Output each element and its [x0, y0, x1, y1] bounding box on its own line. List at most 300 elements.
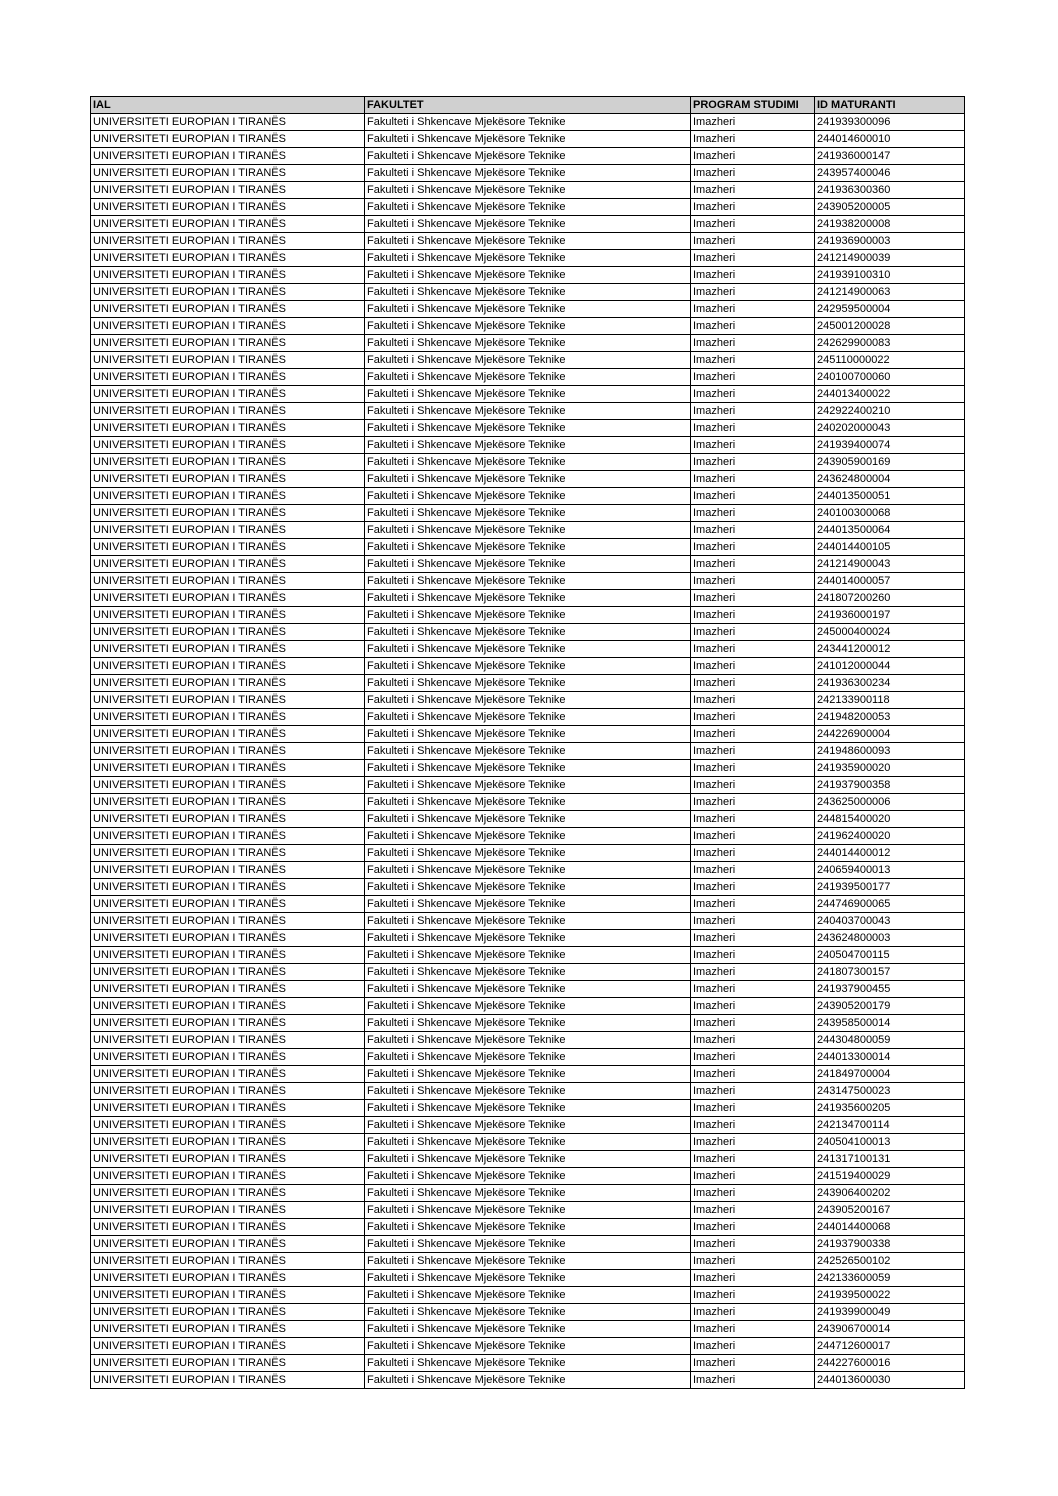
- table-row: [91, 1372, 965, 1389]
- program-cell: Imazheri: [691, 641, 815, 658]
- student-id-cell: 241948600093: [815, 743, 965, 760]
- table-row: [91, 301, 965, 318]
- institution-cell: UNIVERSITETI EUROPIAN I TIRANËS: [91, 369, 365, 386]
- institution-cell: UNIVERSITETI EUROPIAN I TIRANËS: [91, 607, 365, 624]
- institution-cell: UNIVERSITETI EUROPIAN I TIRANËS: [91, 505, 365, 522]
- program-cell: Imazheri: [691, 386, 815, 403]
- student-id-cell: 244014400105: [815, 539, 965, 556]
- program-cell: Imazheri: [691, 998, 815, 1015]
- institution-cell: UNIVERSITETI EUROPIAN I TIRANËS: [91, 1151, 365, 1168]
- faculty-cell: Fakulteti i Shkencave Mjekësore Teknike: [365, 403, 691, 420]
- institution-cell: UNIVERSITETI EUROPIAN I TIRANËS: [91, 1372, 365, 1389]
- student-id-cell: 244746900065: [815, 896, 965, 913]
- institution-cell: UNIVERSITETI EUROPIAN I TIRANËS: [91, 556, 365, 573]
- program-cell: Imazheri: [691, 488, 815, 505]
- institution-cell: UNIVERSITETI EUROPIAN I TIRANËS: [91, 199, 365, 216]
- institution-cell: UNIVERSITETI EUROPIAN I TIRANËS: [91, 454, 365, 471]
- student-id-cell: 241849700004: [815, 1066, 965, 1083]
- faculty-cell: Fakulteti i Shkencave Mjekësore Teknike: [365, 1049, 691, 1066]
- table-row: [91, 1185, 965, 1202]
- program-cell: Imazheri: [691, 845, 815, 862]
- faculty-cell: Fakulteti i Shkencave Mjekësore Teknike: [365, 981, 691, 998]
- institution-cell: UNIVERSITETI EUROPIAN I TIRANËS: [91, 1338, 365, 1355]
- student-id-cell: 245000400024: [815, 624, 965, 641]
- institution-cell: UNIVERSITETI EUROPIAN I TIRANËS: [91, 1049, 365, 1066]
- table-row: [91, 1134, 965, 1151]
- table-row: [91, 216, 965, 233]
- program-cell: Imazheri: [691, 1100, 815, 1117]
- student-id-cell: 241936300360: [815, 182, 965, 199]
- table-row: [91, 1049, 965, 1066]
- faculty-cell: Fakulteti i Shkencave Mjekësore Teknike: [365, 352, 691, 369]
- program-cell: Imazheri: [691, 1049, 815, 1066]
- institution-cell: UNIVERSITETI EUROPIAN I TIRANËS: [91, 148, 365, 165]
- institution-cell: UNIVERSITETI EUROPIAN I TIRANËS: [91, 658, 365, 675]
- faculty-cell: Fakulteti i Shkencave Mjekësore Teknike: [365, 709, 691, 726]
- faculty-cell: Fakulteti i Shkencave Mjekësore Teknike: [365, 386, 691, 403]
- institution-cell: UNIVERSITETI EUROPIAN I TIRANËS: [91, 811, 365, 828]
- program-cell: Imazheri: [691, 1338, 815, 1355]
- institution-cell: UNIVERSITETI EUROPIAN I TIRANËS: [91, 488, 365, 505]
- student-id-cell: 240100300068: [815, 505, 965, 522]
- student-id-cell: 241939400074: [815, 437, 965, 454]
- student-id-cell: 241936000197: [815, 607, 965, 624]
- institution-cell: UNIVERSITETI EUROPIAN I TIRANËS: [91, 1066, 365, 1083]
- faculty-cell: Fakulteti i Shkencave Mjekësore Teknike: [365, 522, 691, 539]
- faculty-cell: Fakulteti i Shkencave Mjekësore Teknike: [365, 1355, 691, 1372]
- institution-cell: UNIVERSITETI EUROPIAN I TIRANËS: [91, 182, 365, 199]
- student-id-cell: 241935600205: [815, 1100, 965, 1117]
- student-id-cell: 243624800004: [815, 471, 965, 488]
- student-list-table: [90, 96, 965, 1389]
- faculty-cell: Fakulteti i Shkencave Mjekësore Teknike: [365, 726, 691, 743]
- institution-cell: UNIVERSITETI EUROPIAN I TIRANËS: [91, 862, 365, 879]
- student-id-cell: 244013400022: [815, 386, 965, 403]
- institution-cell: UNIVERSITETI EUROPIAN I TIRANËS: [91, 675, 365, 692]
- faculty-cell: Fakulteti i Shkencave Mjekësore Teknike: [365, 1219, 691, 1236]
- institution-cell: UNIVERSITETI EUROPIAN I TIRANËS: [91, 216, 365, 233]
- table-row: [91, 811, 965, 828]
- header-program: PROGRAM STUDIMI: [691, 97, 815, 114]
- faculty-cell: Fakulteti i Shkencave Mjekësore Teknike: [365, 947, 691, 964]
- faculty-cell: Fakulteti i Shkencave Mjekësore Teknike: [365, 1253, 691, 1270]
- student-id-cell: 243906700014: [815, 1321, 965, 1338]
- institution-cell: UNIVERSITETI EUROPIAN I TIRANËS: [91, 624, 365, 641]
- program-cell: Imazheri: [691, 1321, 815, 1338]
- institution-cell: UNIVERSITETI EUROPIAN I TIRANËS: [91, 267, 365, 284]
- institution-cell: UNIVERSITETI EUROPIAN I TIRANËS: [91, 1083, 365, 1100]
- table-row: [91, 692, 965, 709]
- table-row: [91, 369, 965, 386]
- program-cell: Imazheri: [691, 794, 815, 811]
- faculty-cell: Fakulteti i Shkencave Mjekësore Teknike: [365, 607, 691, 624]
- institution-cell: UNIVERSITETI EUROPIAN I TIRANËS: [91, 794, 365, 811]
- table-row: [91, 352, 965, 369]
- program-cell: Imazheri: [691, 522, 815, 539]
- program-cell: Imazheri: [691, 607, 815, 624]
- program-cell: Imazheri: [691, 1168, 815, 1185]
- table-row: [91, 607, 965, 624]
- student-id-cell: 243905900169: [815, 454, 965, 471]
- program-cell: Imazheri: [691, 777, 815, 794]
- student-id-cell: 245110000022: [815, 352, 965, 369]
- institution-cell: UNIVERSITETI EUROPIAN I TIRANËS: [91, 1100, 365, 1117]
- program-cell: Imazheri: [691, 624, 815, 641]
- faculty-cell: Fakulteti i Shkencave Mjekësore Teknike: [365, 454, 691, 471]
- program-cell: Imazheri: [691, 471, 815, 488]
- program-cell: Imazheri: [691, 267, 815, 284]
- student-id-cell: 244014400068: [815, 1219, 965, 1236]
- table-row: [91, 1066, 965, 1083]
- institution-cell: UNIVERSITETI EUROPIAN I TIRANËS: [91, 352, 365, 369]
- institution-cell: UNIVERSITETI EUROPIAN I TIRANËS: [91, 471, 365, 488]
- table-row: [91, 233, 965, 250]
- student-id-cell: 242629900083: [815, 335, 965, 352]
- institution-cell: UNIVERSITETI EUROPIAN I TIRANËS: [91, 1321, 365, 1338]
- institution-cell: UNIVERSITETI EUROPIAN I TIRANËS: [91, 1134, 365, 1151]
- program-cell: Imazheri: [691, 284, 815, 301]
- institution-cell: UNIVERSITETI EUROPIAN I TIRANËS: [91, 777, 365, 794]
- institution-cell: UNIVERSITETI EUROPIAN I TIRANËS: [91, 590, 365, 607]
- student-id-cell: 243957400046: [815, 165, 965, 182]
- header-faculty: FAKULTET: [365, 97, 691, 114]
- program-cell: Imazheri: [691, 658, 815, 675]
- faculty-cell: Fakulteti i Shkencave Mjekësore Teknike: [365, 199, 691, 216]
- table-row: [91, 1151, 965, 1168]
- program-cell: Imazheri: [691, 828, 815, 845]
- table-row: [91, 250, 965, 267]
- institution-cell: UNIVERSITETI EUROPIAN I TIRANËS: [91, 913, 365, 930]
- faculty-cell: Fakulteti i Shkencave Mjekësore Teknike: [365, 624, 691, 641]
- student-id-cell: 240659400013: [815, 862, 965, 879]
- table-row: [91, 760, 965, 777]
- table-row: [91, 267, 965, 284]
- faculty-cell: Fakulteti i Shkencave Mjekësore Teknike: [365, 505, 691, 522]
- table-row: [91, 114, 965, 131]
- program-cell: Imazheri: [691, 369, 815, 386]
- program-cell: Imazheri: [691, 1202, 815, 1219]
- program-cell: Imazheri: [691, 726, 815, 743]
- faculty-cell: Fakulteti i Shkencave Mjekësore Teknike: [365, 862, 691, 879]
- faculty-cell: Fakulteti i Shkencave Mjekësore Teknike: [365, 369, 691, 386]
- student-id-cell: 241214900039: [815, 250, 965, 267]
- program-cell: Imazheri: [691, 1253, 815, 1270]
- table-row: [91, 182, 965, 199]
- institution-cell: UNIVERSITETI EUROPIAN I TIRANËS: [91, 437, 365, 454]
- table-row: [91, 828, 965, 845]
- table-row: [91, 658, 965, 675]
- program-cell: Imazheri: [691, 1219, 815, 1236]
- faculty-cell: Fakulteti i Shkencave Mjekësore Teknike: [365, 182, 691, 199]
- faculty-cell: Fakulteti i Shkencave Mjekësore Teknike: [365, 658, 691, 675]
- institution-cell: UNIVERSITETI EUROPIAN I TIRANËS: [91, 964, 365, 981]
- table-row: [91, 437, 965, 454]
- faculty-cell: Fakulteti i Shkencave Mjekësore Teknike: [365, 1338, 691, 1355]
- table-row: [91, 675, 965, 692]
- program-cell: Imazheri: [691, 964, 815, 981]
- student-id-cell: 243905200167: [815, 1202, 965, 1219]
- student-id-cell: 241807300157: [815, 964, 965, 981]
- faculty-cell: Fakulteti i Shkencave Mjekësore Teknike: [365, 845, 691, 862]
- institution-cell: UNIVERSITETI EUROPIAN I TIRANËS: [91, 879, 365, 896]
- student-id-cell: 242133900118: [815, 692, 965, 709]
- header-row: [91, 97, 965, 114]
- institution-cell: UNIVERSITETI EUROPIAN I TIRANËS: [91, 403, 365, 420]
- student-id-cell: 240403700043: [815, 913, 965, 930]
- table-row: [91, 454, 965, 471]
- table-row: [91, 488, 965, 505]
- faculty-cell: Fakulteti i Shkencave Mjekësore Teknike: [365, 1270, 691, 1287]
- institution-cell: UNIVERSITETI EUROPIAN I TIRANËS: [91, 131, 365, 148]
- table-row: [91, 386, 965, 403]
- institution-cell: UNIVERSITETI EUROPIAN I TIRANËS: [91, 250, 365, 267]
- institution-cell: UNIVERSITETI EUROPIAN I TIRANËS: [91, 1032, 365, 1049]
- student-id-cell: 244013600030: [815, 1372, 965, 1389]
- student-id-cell: 241939300096: [815, 114, 965, 131]
- program-cell: Imazheri: [691, 454, 815, 471]
- faculty-cell: Fakulteti i Shkencave Mjekësore Teknike: [365, 998, 691, 1015]
- student-id-cell: 240202000043: [815, 420, 965, 437]
- institution-cell: UNIVERSITETI EUROPIAN I TIRANËS: [91, 335, 365, 352]
- table-row: [91, 148, 965, 165]
- student-id-cell: 241936300234: [815, 675, 965, 692]
- table-row: [91, 641, 965, 658]
- program-cell: Imazheri: [691, 199, 815, 216]
- table-row: [91, 964, 965, 981]
- table-row: [91, 318, 965, 335]
- student-id-cell: 242133600059: [815, 1270, 965, 1287]
- table-row: [91, 522, 965, 539]
- student-id-cell: 244014600010: [815, 131, 965, 148]
- table-row: [91, 573, 965, 590]
- table-row: [91, 743, 965, 760]
- faculty-cell: Fakulteti i Shkencave Mjekësore Teknike: [365, 1066, 691, 1083]
- institution-cell: UNIVERSITETI EUROPIAN I TIRANËS: [91, 1117, 365, 1134]
- faculty-cell: Fakulteti i Shkencave Mjekësore Teknike: [365, 1117, 691, 1134]
- program-cell: Imazheri: [691, 539, 815, 556]
- faculty-cell: Fakulteti i Shkencave Mjekësore Teknike: [365, 913, 691, 930]
- program-cell: Imazheri: [691, 420, 815, 437]
- table-row: [91, 1287, 965, 1304]
- program-cell: Imazheri: [691, 573, 815, 590]
- program-cell: Imazheri: [691, 556, 815, 573]
- institution-cell: UNIVERSITETI EUROPIAN I TIRANËS: [91, 1236, 365, 1253]
- program-cell: Imazheri: [691, 862, 815, 879]
- faculty-cell: Fakulteti i Shkencave Mjekësore Teknike: [365, 1372, 691, 1389]
- student-id-cell: 241939100310: [815, 267, 965, 284]
- table-row: [91, 913, 965, 930]
- student-id-cell: 241939900049: [815, 1304, 965, 1321]
- table-row: [91, 1032, 965, 1049]
- student-id-cell: 243625000006: [815, 794, 965, 811]
- institution-cell: UNIVERSITETI EUROPIAN I TIRANËS: [91, 981, 365, 998]
- program-cell: Imazheri: [691, 981, 815, 998]
- table-row: [91, 1270, 965, 1287]
- program-cell: Imazheri: [691, 709, 815, 726]
- institution-cell: UNIVERSITETI EUROPIAN I TIRANËS: [91, 301, 365, 318]
- faculty-cell: Fakulteti i Shkencave Mjekësore Teknike: [365, 641, 691, 658]
- faculty-cell: Fakulteti i Shkencave Mjekësore Teknike: [365, 488, 691, 505]
- program-cell: Imazheri: [691, 1134, 815, 1151]
- student-id-cell: 240100700060: [815, 369, 965, 386]
- table-row: [91, 335, 965, 352]
- program-cell: Imazheri: [691, 335, 815, 352]
- program-cell: Imazheri: [691, 760, 815, 777]
- faculty-cell: Fakulteti i Shkencave Mjekësore Teknike: [365, 1134, 691, 1151]
- faculty-cell: Fakulteti i Shkencave Mjekësore Teknike: [365, 879, 691, 896]
- program-cell: Imazheri: [691, 692, 815, 709]
- program-cell: Imazheri: [691, 1185, 815, 1202]
- table-row: [91, 862, 965, 879]
- institution-cell: UNIVERSITETI EUROPIAN I TIRANËS: [91, 1168, 365, 1185]
- program-cell: Imazheri: [691, 1236, 815, 1253]
- student-id-cell: 241937900358: [815, 777, 965, 794]
- institution-cell: UNIVERSITETI EUROPIAN I TIRANËS: [91, 828, 365, 845]
- program-cell: Imazheri: [691, 1015, 815, 1032]
- table-row: [91, 845, 965, 862]
- program-cell: Imazheri: [691, 1355, 815, 1372]
- program-cell: Imazheri: [691, 590, 815, 607]
- table-row: [91, 590, 965, 607]
- table-row: [91, 1015, 965, 1032]
- program-cell: Imazheri: [691, 1287, 815, 1304]
- table-row: [91, 420, 965, 437]
- student-id-cell: 244013300014: [815, 1049, 965, 1066]
- faculty-cell: Fakulteti i Shkencave Mjekësore Teknike: [365, 1185, 691, 1202]
- student-id-cell: 243905200005: [815, 199, 965, 216]
- program-cell: Imazheri: [691, 182, 815, 199]
- faculty-cell: Fakulteti i Shkencave Mjekësore Teknike: [365, 284, 691, 301]
- institution-cell: UNIVERSITETI EUROPIAN I TIRANËS: [91, 420, 365, 437]
- student-id-cell: 243147500023: [815, 1083, 965, 1100]
- faculty-cell: Fakulteti i Shkencave Mjekësore Teknike: [365, 1100, 691, 1117]
- student-id-cell: 241938200008: [815, 216, 965, 233]
- student-id-cell: 241937900455: [815, 981, 965, 998]
- table-row: [91, 998, 965, 1015]
- faculty-cell: Fakulteti i Shkencave Mjekësore Teknike: [365, 1032, 691, 1049]
- table-row: [91, 165, 965, 182]
- student-id-cell: 241939500022: [815, 1287, 965, 1304]
- table-row: [91, 709, 965, 726]
- program-cell: Imazheri: [691, 1304, 815, 1321]
- institution-cell: UNIVERSITETI EUROPIAN I TIRANËS: [91, 726, 365, 743]
- institution-cell: UNIVERSITETI EUROPIAN I TIRANËS: [91, 284, 365, 301]
- faculty-cell: Fakulteti i Shkencave Mjekësore Teknike: [365, 675, 691, 692]
- student-id-cell: 245001200028: [815, 318, 965, 335]
- student-id-cell: 243906400202: [815, 1185, 965, 1202]
- program-cell: Imazheri: [691, 1117, 815, 1134]
- faculty-cell: Fakulteti i Shkencave Mjekësore Teknike: [365, 930, 691, 947]
- student-id-cell: 242959500004: [815, 301, 965, 318]
- institution-cell: UNIVERSITETI EUROPIAN I TIRANËS: [91, 1270, 365, 1287]
- program-cell: Imazheri: [691, 233, 815, 250]
- table-row: [91, 1083, 965, 1100]
- institution-cell: UNIVERSITETI EUROPIAN I TIRANËS: [91, 743, 365, 760]
- faculty-cell: Fakulteti i Shkencave Mjekësore Teknike: [365, 1083, 691, 1100]
- table-row: [91, 1338, 965, 1355]
- student-id-cell: 241519400029: [815, 1168, 965, 1185]
- table-row: [91, 1168, 965, 1185]
- student-id-cell: 244014000057: [815, 573, 965, 590]
- student-id-cell: 242134700114: [815, 1117, 965, 1134]
- institution-cell: UNIVERSITETI EUROPIAN I TIRANËS: [91, 930, 365, 947]
- student-id-cell: 241936900003: [815, 233, 965, 250]
- institution-cell: UNIVERSITETI EUROPIAN I TIRANËS: [91, 692, 365, 709]
- faculty-cell: Fakulteti i Shkencave Mjekësore Teknike: [365, 301, 691, 318]
- program-cell: Imazheri: [691, 114, 815, 131]
- faculty-cell: Fakulteti i Shkencave Mjekësore Teknike: [365, 590, 691, 607]
- institution-cell: UNIVERSITETI EUROPIAN I TIRANËS: [91, 760, 365, 777]
- student-id-cell: 241214900063: [815, 284, 965, 301]
- student-id-cell: 244014400012: [815, 845, 965, 862]
- faculty-cell: Fakulteti i Shkencave Mjekësore Teknike: [365, 233, 691, 250]
- student-id-cell: 241939500177: [815, 879, 965, 896]
- program-cell: Imazheri: [691, 879, 815, 896]
- faculty-cell: Fakulteti i Shkencave Mjekësore Teknike: [365, 471, 691, 488]
- faculty-cell: Fakulteti i Shkencave Mjekësore Teknike: [365, 760, 691, 777]
- table-row: [91, 1253, 965, 1270]
- faculty-cell: Fakulteti i Shkencave Mjekësore Teknike: [365, 1304, 691, 1321]
- program-cell: Imazheri: [691, 913, 815, 930]
- program-cell: Imazheri: [691, 403, 815, 420]
- faculty-cell: Fakulteti i Shkencave Mjekësore Teknike: [365, 148, 691, 165]
- student-id-cell: 244712600017: [815, 1338, 965, 1355]
- faculty-cell: Fakulteti i Shkencave Mjekësore Teknike: [365, 250, 691, 267]
- program-cell: Imazheri: [691, 1066, 815, 1083]
- program-cell: Imazheri: [691, 301, 815, 318]
- table-row: [91, 896, 965, 913]
- program-cell: Imazheri: [691, 216, 815, 233]
- institution-cell: UNIVERSITETI EUROPIAN I TIRANËS: [91, 947, 365, 964]
- student-id-cell: 241807200260: [815, 590, 965, 607]
- institution-cell: UNIVERSITETI EUROPIAN I TIRANËS: [91, 539, 365, 556]
- program-cell: Imazheri: [691, 675, 815, 692]
- faculty-cell: Fakulteti i Shkencave Mjekësore Teknike: [365, 811, 691, 828]
- student-id-cell: 241936000147: [815, 148, 965, 165]
- faculty-cell: Fakulteti i Shkencave Mjekësore Teknike: [365, 1236, 691, 1253]
- faculty-cell: Fakulteti i Shkencave Mjekësore Teknike: [365, 1321, 691, 1338]
- faculty-cell: Fakulteti i Shkencave Mjekësore Teknike: [365, 318, 691, 335]
- table-row: [91, 539, 965, 556]
- faculty-cell: Fakulteti i Shkencave Mjekësore Teknike: [365, 777, 691, 794]
- institution-cell: UNIVERSITETI EUROPIAN I TIRANËS: [91, 386, 365, 403]
- institution-cell: UNIVERSITETI EUROPIAN I TIRANËS: [91, 522, 365, 539]
- program-cell: Imazheri: [691, 1270, 815, 1287]
- table-row: [91, 556, 965, 573]
- table-row: [91, 1117, 965, 1134]
- faculty-cell: Fakulteti i Shkencave Mjekësore Teknike: [365, 964, 691, 981]
- table-row: [91, 624, 965, 641]
- institution-cell: UNIVERSITETI EUROPIAN I TIRANËS: [91, 1253, 365, 1270]
- faculty-cell: Fakulteti i Shkencave Mjekësore Teknike: [365, 539, 691, 556]
- student-id-cell: 241962400020: [815, 828, 965, 845]
- program-cell: Imazheri: [691, 148, 815, 165]
- faculty-cell: Fakulteti i Shkencave Mjekësore Teknike: [365, 267, 691, 284]
- institution-cell: UNIVERSITETI EUROPIAN I TIRANËS: [91, 114, 365, 131]
- faculty-cell: Fakulteti i Shkencave Mjekësore Teknike: [365, 692, 691, 709]
- student-id-cell: 240504700115: [815, 947, 965, 964]
- faculty-cell: Fakulteti i Shkencave Mjekësore Teknike: [365, 794, 691, 811]
- student-id-cell: 244013500064: [815, 522, 965, 539]
- program-cell: Imazheri: [691, 165, 815, 182]
- table-row: [91, 1100, 965, 1117]
- faculty-cell: Fakulteti i Shkencave Mjekësore Teknike: [365, 1151, 691, 1168]
- table-row: [91, 1236, 965, 1253]
- institution-cell: UNIVERSITETI EUROPIAN I TIRANËS: [91, 573, 365, 590]
- institution-cell: UNIVERSITETI EUROPIAN I TIRANËS: [91, 1015, 365, 1032]
- student-id-cell: 241948200053: [815, 709, 965, 726]
- student-id-cell: 241214900043: [815, 556, 965, 573]
